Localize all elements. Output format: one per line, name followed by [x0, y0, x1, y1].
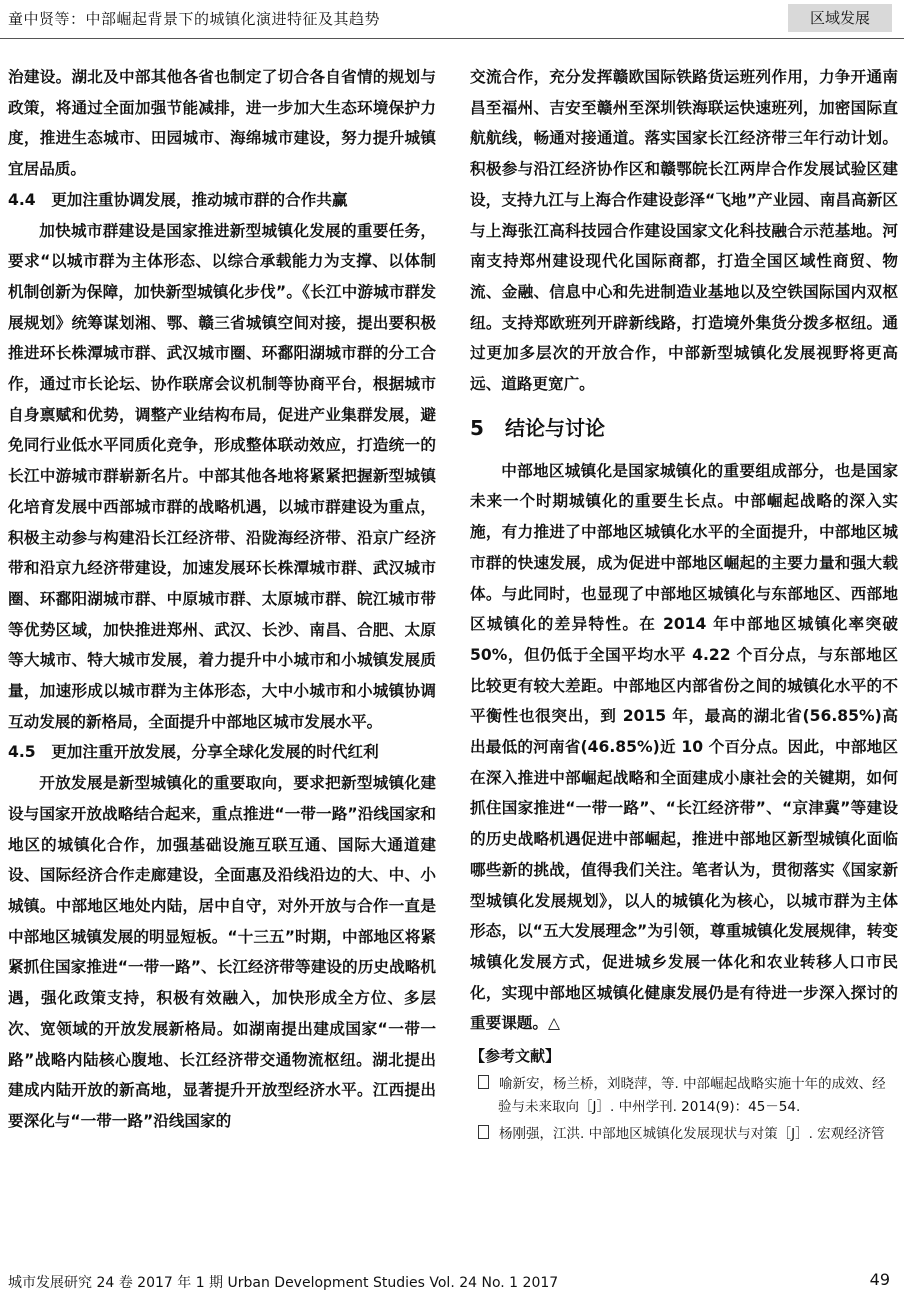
references-heading: 【参考文献】 [470, 1047, 561, 1066]
page-footer [8, 1272, 896, 1296]
right-column [470, 62, 898, 1146]
section-heading-5 [470, 414, 898, 442]
journal-citation: 城市发展研究 24 卷 2017 年 1 期 Urban Development Studies Vol. 24 No. 1 2017 [8, 1275, 559, 1291]
reference-marker-icon [478, 1075, 489, 1089]
running-title: 童中贤等：中部崛起背景下的城镇化演进特征及其趋势 [8, 10, 381, 28]
reference-text: 杨刚强，江洪. 中部地区城镇化发展现状与对策［J］. 宏观经济管 [499, 1126, 885, 1143]
page-number: 49 [869, 1270, 890, 1289]
paragraph: 加快城市群建设是国家推进新型城镇化发展的重要任务，要求“以城市群为主体形态、以综合承载能力为支撑、以体制机制创新为保障，加快新型城镇化步伐”。《长江中游城市群发展规划》统筹谋划湘、鄂、赣三省城镇空间对接，提出要积极推进环长株潭城市群、武汉城市圈、环鄱阳湖城市群的分工合作，通过市长论坛、协作联席会议机制等协商平台，根据城市自身禀赋和优势，调整产业结构布局，促进产业集群发展，避免同行业低水平同质化竞争，形成整体联动效应，打造统一的长江中游城市群崭新名片。中部其他各地将紧紧把握新型城镇化培育发展中西部城市群的战略机遇，以城市群建设为重点，积极主动参与构建沿长江经济带、沿陇海经济带、沿京广经济带和沿京九经济带建设，加速发展环长株潭城市群、武汉城市圈、环鄱阳湖城市群、中原城市群、太原城市群、皖江城市带等优势区域，加快推进郑州、武汉、长沙、南昌、合肥、太原等大城市、特大城市发展，着力提升中小城市和小城镇发展质量，加速形成以城市群为主体形态，大中小城市和小城镇协调互动发展的新格局，全面提升中部地区城市发展水平。 [8, 221, 436, 731]
subsection-heading-4-5: 4.5 更加注重开放发展，分享全球化发展的时代红利 [8, 743, 379, 762]
section-title: 结论与讨论 [504, 415, 605, 440]
left-column [8, 62, 436, 1137]
paragraph: 交流合作，充分发挥赣欧国际铁路货运班列作用，力争开通南昌至福州、吉安至赣州至深圳铁海联运快速班列，加密国际直航航线，畅通对接通道。落实国家长江经济带三年行动计划。积极参与沿江经济协作区和赣鄂皖长江两岸合作发展试验区建设，支持九江与上海合作建设彭泽“飞地”产业园、南昌高新区与上海张江高科技园合作建设国家文化科技融合示范基地。河南支持郑州建设现代化国际商都，打造全国区域性商贸、物流、金融、信息中心和先进制造业基地以及空铁国际国内双枢纽。支持郑欧班列开辟新线路，打造境外集货分拨多枢纽。通过更加多层次的开放合作，中部新型城镇化发展视野将更高远、道路更宽广。 [470, 68, 898, 394]
subsection-heading-4-4: 4.4 更加注重协调发展，推动城市群的合作共赢 [8, 190, 348, 209]
reference-marker-icon [478, 1125, 489, 1139]
section-tag: 区域发展 [788, 4, 892, 32]
reference-item [470, 1073, 898, 1119]
paragraph: 中部地区城镇化是国家城镇化的重要组成部分，也是国家未来一个时期城镇化的重要生长点。中部崛起战略的深入实施，有力推进了中部地区城镇化水平的全面提升，中部地区城市群的快速发展，成为促进中部地区崛起的主要力量和强大载体。与此同时，也显现了中部地区城镇化与东部地区、西部地区城镇化的差异特性。在 2014 年中部地区城镇化率突破 50%，但仍低于全国平均水平 4.22 个百分点，与东部地区比较更有较大差距。中部地区内部省份之间的城镇化水平的不平衡性也很突出，到 2015 年，最高的湖北省(56.85%)高出最低的河南省(46.85%)近 10 个百分点。因此，中部地区在深入推进中部崛起战略和全面建成小康社会的关键期，如何抓住国家推进“一带一路”、“长江经济带”、“京津冀”等建设的历史战略机遇促进中部崛起，推进中部地区新型城镇化面临哪些新的挑战，值得我们关注。笔者认为，贯彻落实《国家新型城镇化发展规划》，以人的城镇化为核心，以城市群为主体形态，以“五大发展理念”为引领，尊重城镇化发展规律，转变城镇化发展方式，促进城乡发展一体化和农业转移人口市民化，实现中部地区城镇化健康发展仍是有待进一步深入探讨的重要课题。△ [470, 461, 898, 1033]
paragraph: 开放发展是新型城镇化的重要取向，要求把新型城镇化建设与国家开放战略结合起来，重点推进“一带一路”沿线国家和地区的城镇化合作，加强基础设施互联互通、国际大通道建设、国际经济合作走廊建设，全面惠及沿线沿边的大、中、小城镇。中部地区地处内陆，居中自守，对外开放与合作一直是中部地区城镇发展的明显短板。“十三五”时期，中部地区将紧紧抓住国家推进“一带一路”、长江经济带等建设的历史战略机遇，强化政策支持，积极有效融入，加快形成全方位、多层次、宽领域的开放发展新格局。如湖南提出建成国家“一带一路”战略内陆核心腹地、长江经济带交通物流枢纽。湖北提出建成内陆开放的新高地，显著提升开放型经济水平。江西提出要深化与“一带一路”沿线国家的 [8, 774, 436, 1130]
section-number: 5 [470, 415, 484, 440]
reference-text: 喻新安，杨兰桥，刘晓萍，等. 中部崛起战略实施十年的成效、经验与未来取向［J］. 中州学刊. 2014(9)：45－54. [498, 1076, 886, 1116]
reference-item [470, 1123, 898, 1146]
paragraph: 治建设。湖北及中部其他各省也制定了切合各自省情的规划与政策，将通过全面加强节能减排，进一步加大生态环境保护力度，推进生态城市、田园城市、海绵城市建设，努力提升城镇宜居品质。 [8, 68, 436, 179]
page-header [0, 0, 904, 39]
